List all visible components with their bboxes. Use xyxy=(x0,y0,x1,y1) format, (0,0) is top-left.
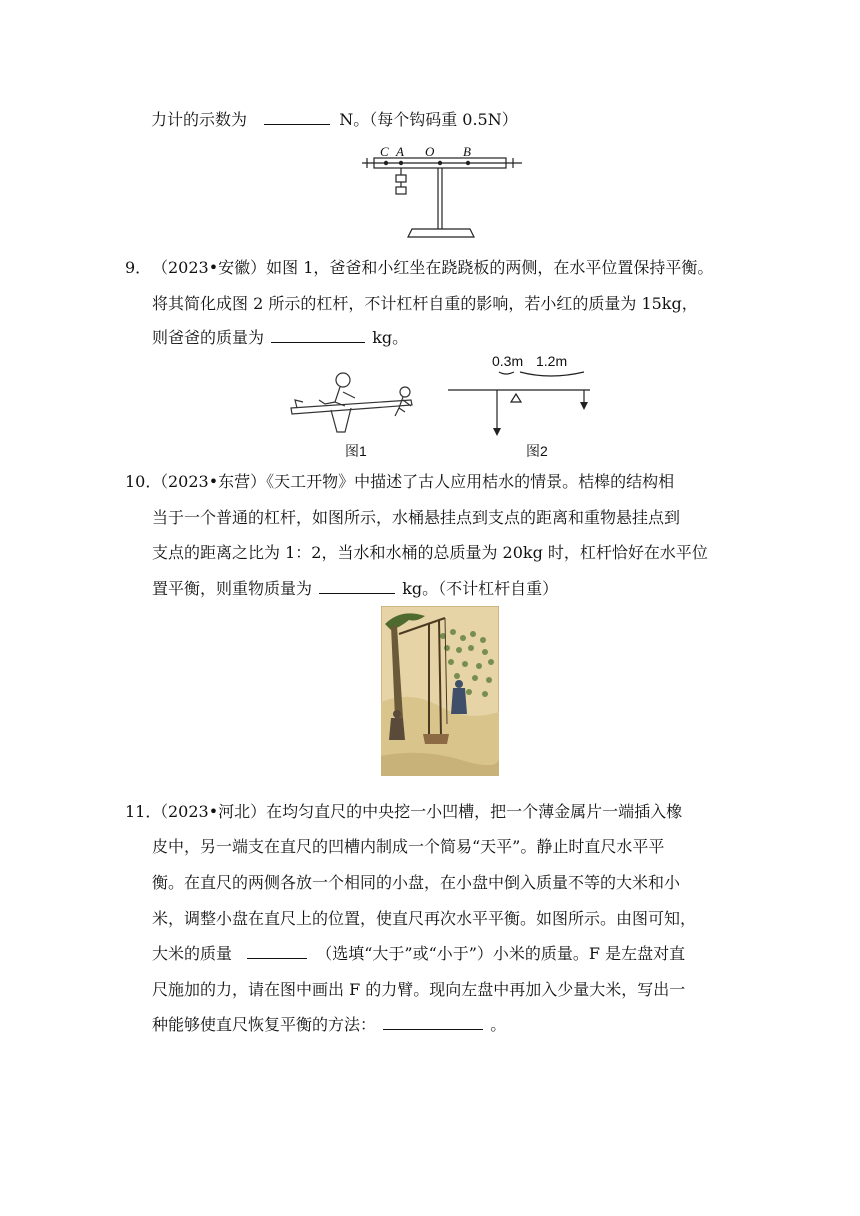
q10-answer-blank[interactable] xyxy=(319,579,395,594)
q9-answer-blank[interactable] xyxy=(271,328,365,343)
q10-illustration-well-sweep xyxy=(381,606,499,776)
q9-text-before-blank: 则爸爸的质量为 xyxy=(152,328,265,347)
q10-number: 10． xyxy=(125,472,162,491)
q10-line-3: 支点的距离之比为 1：2，当水和水桶的总质量为 20kg 时，杠杆恰好在水平位 xyxy=(152,543,708,562)
q11-line-4: 米，调整小盘在直尺上的位置，使直尺再次水平平衡。如图所示。由图可知， xyxy=(152,909,697,928)
father-head xyxy=(336,373,350,387)
girl-head xyxy=(400,387,410,397)
fig1-caption: 图1 xyxy=(345,443,367,459)
q8-line-1 xyxy=(151,110,518,130)
seated-figure xyxy=(389,718,405,740)
q8-text-before-blank: 力计的示数为 xyxy=(151,110,248,129)
q11-text-before-blank-2: 种能够使直尺恢复平衡的方法： xyxy=(152,1015,377,1034)
q11-line-6: 尺施加的力，请在图中画出 F 的力臂。现向左盘中再加入少量大米，写出一 xyxy=(152,980,686,999)
label-a: A xyxy=(396,144,404,159)
q10-line-4 xyxy=(152,579,558,599)
q8-lever-figure xyxy=(360,143,530,243)
q11-text-after-blank-1: （选填“大于”或“小于”）小米的质量。F 是左盘对直 xyxy=(316,944,686,963)
right-distance-label: 1.2m xyxy=(536,353,568,369)
label-c: C xyxy=(380,144,389,159)
q11-line-2: 皮中，另一端支在直尺的凹槽内制成一个简易“天平”。静止时直尺水平平 xyxy=(152,837,665,856)
q11-text-after-blank-2: 。 xyxy=(490,1015,507,1034)
q11-line-1 xyxy=(125,802,682,822)
q8-answer-blank[interactable] xyxy=(264,110,330,125)
q9-line-2: 将其简化成图 2 所示的杠杆，不计杠杆自重的影响，若小红的质量为 15kg， xyxy=(152,294,698,313)
q10-line-2: 当于一个普通的杠杆，如图所示，水桶悬挂点到支点的距离和重物悬挂点到 xyxy=(152,508,681,527)
q9-number: 9． xyxy=(125,258,152,277)
label-b: B xyxy=(463,144,471,159)
seesaw-pivot xyxy=(331,408,351,432)
q11-text-before-blank-1: 大米的质量 xyxy=(152,944,233,963)
q11-answer-blank-2[interactable] xyxy=(383,1015,483,1030)
q9-line-1 xyxy=(125,258,713,278)
q10-text-1: （2023•东营）《天工开物》中描述了古人应用桔水的情景。桔槔的结构相 xyxy=(152,472,675,491)
point-c-dot xyxy=(384,161,388,165)
q11-number: 11． xyxy=(125,802,162,821)
q9-figure-2-lever xyxy=(440,350,610,460)
q9-figure-1-seesaw xyxy=(285,370,425,460)
q11-line-7 xyxy=(152,1015,506,1035)
q10-line-1 xyxy=(125,472,674,492)
well-curb xyxy=(423,734,449,744)
point-b-dot xyxy=(466,161,470,165)
point-o-dot xyxy=(438,161,442,165)
q9-text-1: （2023•安徽）如图 1，爸爸和小红坐在跷跷板的两侧，在水平位置保持平衡。 xyxy=(152,258,714,277)
q10-text-before-blank: 置平衡，则重物质量为 xyxy=(152,579,313,598)
left-distance-label: 0.3m xyxy=(492,353,524,369)
fig2-caption: 图2 xyxy=(526,443,548,459)
seesaw-board xyxy=(291,400,412,414)
left-force-arrow xyxy=(493,428,501,436)
point-a-dot xyxy=(399,161,403,165)
q11-line-3: 衡。在直尺的两侧各放一个相同的小盘，在小盘中倒入质量不等的大米和小 xyxy=(152,873,681,892)
fulcrum-triangle xyxy=(511,394,521,402)
father-body xyxy=(319,387,355,406)
q8-text-after-blank: N。（每个钩码重 0.5N） xyxy=(339,110,518,129)
right-force-arrow xyxy=(580,402,588,410)
worker-figure xyxy=(451,688,467,714)
q11-text-1: （2023•河北）在均匀直尺的中央挖一小凹槽，把一个薄金属片一端插入橡 xyxy=(152,802,683,821)
q11-answer-blank-1[interactable] xyxy=(247,944,307,959)
q9-text-after-blank: kg。 xyxy=(372,328,409,347)
lever-stand-base xyxy=(408,229,474,237)
label-o: O xyxy=(425,144,435,159)
q9-line-3 xyxy=(152,328,408,348)
q11-line-5 xyxy=(152,944,685,964)
q10-text-after-blank: kg。（不计杠杆自重） xyxy=(402,579,559,598)
